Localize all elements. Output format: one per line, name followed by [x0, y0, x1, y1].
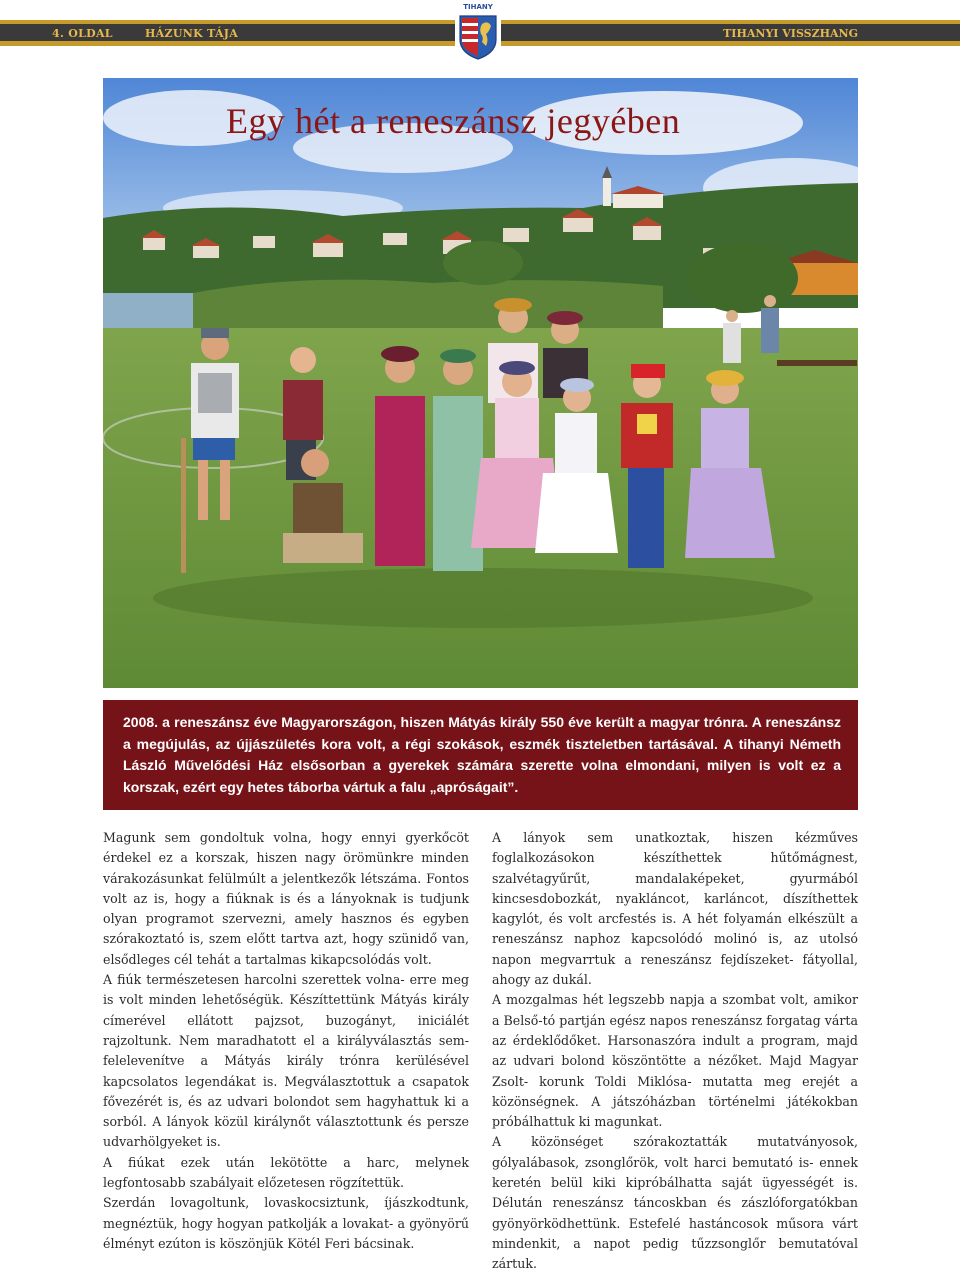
header-left [52, 26, 266, 42]
page-number: 4. OLDAL [52, 27, 113, 40]
paragraph: A közönséget szórakoztatták mutatványosok, gólyalábasok, zsonglőrök, volt harci bemutató is- ennek keretén belül kiki kipróbálhatta saját ügyességét is. Délután reneszánsz táncoskban és zászlóforgatókban gyönyörködhettünk. Estefelé hastáncosok műsora várt mindenkit, a napot pedig tűzzsonglőr bemutatóval zártuk. [492, 1134, 858, 1272]
lead-text: 2008. a reneszánsz éve Magyarországon, hiszen Mátyás király 550 éve került a magyar trónra. A reneszánsz a megújulás, az újjászületés kora volt, a régi szokások, eszmék tiszteletben tartásával. A tihanyi Németh László Művelődési Ház elsősorban a gyerekek számára szerette volna elmondani, milyen is volt ez a korszak, ezért egy hetes táborba vártuk a falu „apróságait”. [123, 714, 841, 795]
right-column [492, 828, 858, 1275]
section-name: HÁZUNK TÁJA [144, 27, 239, 40]
crest-label: TIHANY [463, 3, 493, 11]
paragraph: A fiúk természetesen harcolni szerettek volna- erre meg is volt minden lehetőségük. Készíttettünk Mátyás király címerével ellátott pajzsot, buzogányt, iniciálét rajzoltunk. Nem maradhatott el a királyválasztás sem- felelevenítve a Mátyás király trónra kerülésével kapcsolatos legendákat is. Megválasztottuk a csapatok fővezérét is, és az udvari bolondot sem hagyhattuk ki a sorból. A lányok közül királynőt választottunk és persze udvarhölgyeket is. [103, 972, 469, 1150]
paragraph: A mozgalmas hét legszebb napja a szombat volt, amikor a Belső-tó partján egész napos reneszánsz forgatag várta az érdeklődőket. Harsonaszóra indult a program, majd az udvari bolond köszöntötte a nézőket. Majd Magyar Zsolt- korunk Toldi Miklósa- mutatta meg erejét a közönségnek. A játszóházban történelmi játékokban próbálhattuk ki magunkat. [492, 992, 858, 1130]
tihany-crest-icon [455, 4, 501, 60]
left-column [103, 828, 469, 1254]
paragraph: Magunk sem gondoltuk volna, hogy ennyi gyerkőcöt érdekel ez a korszak, hiszen nagy örömünkre minden várakozásunkat felülmúlt a jelentkezők létszáma. Fontos volt az is, hogy a fiúknak is és a lányoknak is tudjunk olyan programot szervezni, amely hasznos és egyben szórakoztató is, szem előtt tartva azt, hogy szünidő van, elsődleges cél tehát a tartalmas kikapcsolódás volt. [103, 830, 469, 967]
paragraph: A fiúkat ezek után lekötötte a harc, melynek legfontosabb szabályait előzetesen rögzítettük. [103, 1154, 469, 1191]
paragraph: Szerdán lovagoltunk, lovaskocsiztunk, íjászkodtunk, megnéztük, hogy hogyan patkolják a lovakat- a gyönyörű élményt ezúton is köszönjük Kötél Feri bácsinak. [103, 1195, 469, 1251]
article-title: Egy hét a reneszánsz jegyében [226, 101, 681, 141]
lead-box [103, 700, 858, 810]
paragraph: A lányok sem unatkoztak, hiszen kézműves foglalkozásokon készíthettek hűtőmágnest, szalvétagyűrűt, mandalaképeket, gyurmából kincsesdobozkát, nyakláncot, karláncot, díszíthettek kagylót, és volt arcfestés is. A hét folyamán elkészült a reneszánsz naphoz kapcsolódó molinó is, az utolsó napon megvarrtuk a reneszánsz fejdíszeket- fátyollal, ahogy az dukál. [492, 830, 858, 988]
article-photo [103, 78, 858, 688]
publication-name: TIHANYI VISSZHANG [723, 27, 858, 40]
